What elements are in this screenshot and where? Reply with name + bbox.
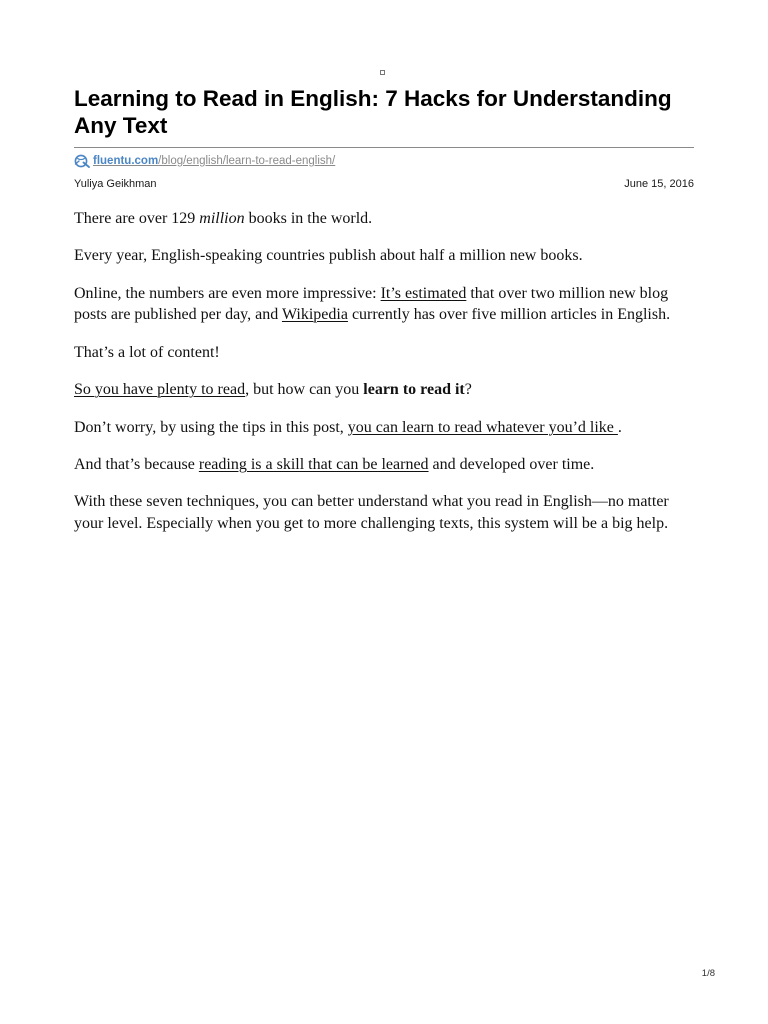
paragraph-1-emphasis: million [199, 210, 245, 227]
paragraph-7 [74, 454, 694, 476]
source-domain: fluentu.com [93, 155, 159, 167]
paragraph-5-text: , but how can you [245, 381, 364, 399]
reading-skill-link[interactable]: reading is a skill that can be learned [198, 455, 429, 473]
its-estimated-link[interactable]: It’s estimated [380, 284, 467, 302]
paragraph-8: With these seven techniques, you can better understand what you read in English—no matter your level. Especially when you get to more challenging texts, this system will be a big help. [74, 493, 669, 532]
page-title: Learning to Read in English: 7 Hacks for Understanding Any Text [74, 86, 672, 138]
paragraph-1-text: There are over 129 [74, 210, 200, 227]
paragraph-5-text-end: ? [464, 381, 472, 399]
article-meta [74, 178, 694, 190]
page-marker-icon [380, 70, 385, 75]
learn-to-read-link[interactable]: you can learn to read whatever you’d like [347, 418, 618, 436]
paragraph-1 [74, 208, 694, 230]
publish-date: June 15, 2016 [624, 178, 694, 190]
paragraph-5-bold: learn to read it [363, 381, 465, 399]
paragraph-6 [74, 417, 694, 439]
paragraph-4: That’s a lot of content! [74, 343, 220, 361]
plenty-to-read-link[interactable]: So you have plenty to read [74, 381, 246, 399]
paragraph-3 [74, 283, 694, 326]
source-path: /blog/english/learn-to-read-english/ [158, 155, 336, 167]
paragraph-3-text-end: currently has over five million articles in English. [347, 306, 671, 324]
paragraph-7-text-end: and developed over time. [428, 455, 595, 473]
globe-link-icon [74, 154, 90, 168]
paragraph-3-text: Online, the numbers are even more impressive: [74, 284, 381, 302]
page-number: 1/8 [701, 968, 715, 979]
paragraph-2: Every year, English-speaking countries publish about half a million new books. [74, 247, 583, 265]
title-divider [74, 147, 694, 148]
source-url-link[interactable] [74, 153, 335, 169]
article-body [74, 208, 694, 550]
paragraph-6-text: Don’t worry, by using the tips in this post, [74, 418, 348, 436]
author-name: Yuliya Geikhman [74, 178, 157, 190]
paragraph-7-text: And that’s because [74, 455, 199, 473]
paragraph-3-text-middle: that over two million new blog posts are published per day, and [74, 284, 669, 324]
wikipedia-link[interactable]: Wikipedia [281, 306, 348, 324]
paragraph-1-text-end: books in the world. [244, 210, 373, 227]
paragraph-5 [74, 379, 694, 401]
paragraph-6-text-end: . [617, 418, 622, 436]
